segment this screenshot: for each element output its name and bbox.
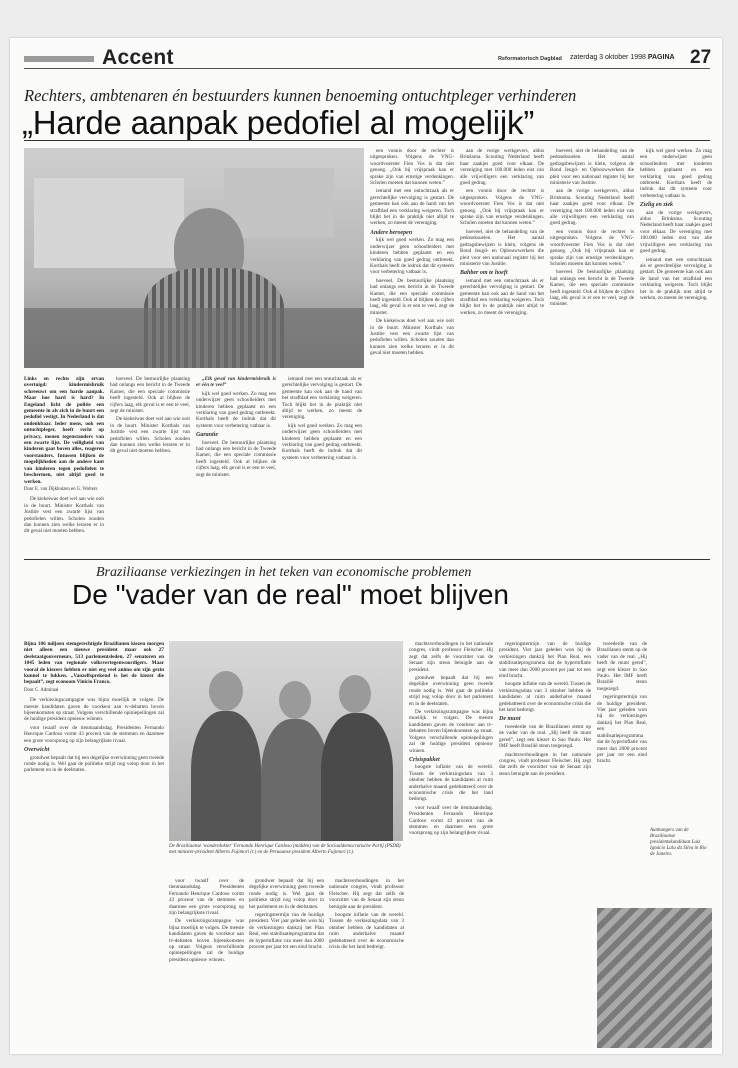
article2-text-5b: grondwet bepaalt dat bij een degelijke overwinning geen tweede ronde nodig is. Wel gaat de politieke strijd nog volop door in het parlement en in de deelstaten. [409,675,493,707]
article1-col-4 [282,376,362,556]
photo-head-left [209,671,243,711]
article1-text-4b: kijk wel goed werken. Zo mag een onderwijzer geen schoolleiders met kinderen hebben geplaatst en een verklaring van goed gedrag ontbreekt. Korthals heeft de indruk dat dit systeem voor verbetering vatbaar is. [282,422,362,461]
article1-byline: Door E. van Dijkhuizen en G. Wolters [24,486,98,492]
article2-text-6b: hoogste inflatie van de wereld. Tussen de verkiezingsdata van 3 oktober hebben de kandidaten al ruim anderhalve maand gedebatteerd over de economische crisis die het land bedreigt. [499,681,591,714]
article2-col-6 [499,641,591,1051]
dateline [570,54,675,61]
article1-rule [24,140,710,141]
article1-col-7 [550,148,634,556]
article1-text-7b: aan de vorige werkgevers, aldus Brinksma. Scouting Nederland heeft haar zaakjes goed voor elkaar. De vereniging met 100.000 leden eist van alle vrijwilligers een verklaring van goed gedrag. [550,188,634,227]
paper-name: Reformatorisch Dagblad [498,56,562,62]
article2-text-1b: voor twaalf over de tienmaandsdag. Presidenten Fernando Henrique Cardoso vormt 43 procent van de stemmen en daarmee een grote voorsprong op zijn belangrijkste rivaal. [24,724,164,744]
header-rule [24,68,710,69]
article2-lead: Bijna 106 miljoen stemgerechtigde Brazilianen kiezen morgen niet alleen een nieuwe president maar ook 27 deelstaatgouverneurs, 513 parlementsleden, 27 senatoren en 1045 leden van regionale volksvertegenwoordigers. Maar vooral de kiezers hebben er niet erg veel animo om zijn gezin kunnel te lukken. „Vanzelfsprekend is het de kiezer die bepaalt”, zegt econoom Vinicio Franco. [24,641,164,686]
article1-text-7: hoeveel, niet de behandeling van de pedoseksuelen. Het aantal gedragsbewijzen is klein, volgens de Bond Jeugd- en Opbouwwerkers die pleit voor een nationaal register bij het ministerie van Justitie. [550,148,634,187]
article2-col-1 [24,641,164,1051]
photo-person-right [321,713,393,841]
article1-text-4: iemand met een ontuchtzaak als er gerechtelijke vervolging is gestart. De gemeente kan ook aan de hand van het strafblad een verklaring weigeren. Toch blijkt het in de praktijk niet altijd te werken, zo meent de vereniging. [282,376,362,421]
article2-text-6: regeringstermijn van de huidige president. Vier jaar geleden won hij de verkiezingen dankzij het Plan Real, een stabilisatieprogramma dat de hyperinflatie van meer dan 2000 procent per jaar tot een eind bracht. [499,641,591,680]
article2-text-4b: hoogste inflatie van de wereld. Tussen de verkiezingsdata van 3 oktober hebben de kandidaten al ruim anderhalve maand gedebatteerd over de economische crisis die het land bedreigt. [329,912,404,951]
article1-text-2b: De kiekeiwas doet wel aan wie ooit in de buurt. Minister Korthals van Justitie vest een zwarte lijst van pedofielen willen. Scholen zouden dan kunnen zien welke leraren er in dit geval niet moeten hebben. [110,416,190,455]
photo-shelf [34,178,184,268]
article2-text-5e: voor twaalf over de tienmaandsdag. Presidenten Fernando Henrique Cardoso vormt 43 procent van de stemmen en daarmee een grote voorsprong op zijn belangrijkste rivaal. [409,804,493,837]
article2-text-5c: De verkiezingscampagne was bijna moeilijk te volgen. De meeste kandidaten gaven de voorkeur aan tv-debatten boven bijeenkomsten op straat. Volgens verschillende opiniepeilingen zal de huidige president opnieuw winnen. [409,709,493,754]
article2-col-2 [169,878,244,1053]
article1-text-2: hoeveel. De bestuurlijke plaatsing had onlangs een bericht in de Tweede Kamer, die een speciale commissie heeft ingesteld. Ook al blijken de cijfers laag, elk geval is er een te veel, zegt de minister. [110,376,190,415]
article2-text-6d: machtsverhoudingen in het nationale congres, vindt professor Fleischer. Hij zegt dat zelfs de voorzitter van de Senaat zijn steun betuigde aan de president. [499,751,591,777]
article1-text-6c: hoeveel, niet de behandeling van de pedoseksuelen. Het aantal gedragsbewijzen is klein, volgens de Bond Jeugd- en Opbouwwerkers die pleit voor een nationaal register bij het ministerie van Justitie. [460,228,544,267]
article2-text-3b: regeringstermijn van de huidige president. Vier jaar geleden won hij de verkiezingen dankzij het Plan Real, een stabilisatieprogramma dat de hyperinflatie van meer dan 2000 procent per jaar tot een eind bracht. [249,912,324,951]
article1-text-3b: hoeveel. De bestuurlijke plaatsing had onlangs een bericht in de Tweede Kamer, die een speciale commissie heeft ingesteld. Ook al blijken de cijfers laag, elk geval is er een te veel, zegt de minister. [196,439,276,478]
article2-text-7: tweederde van de Brazilianen stemt op de vader van de real. „Hij heeft de munt gered”, zegt een kiezer in Sao Paulo. Het IMF heeft Brazilië steun toegezegd. [597,641,647,692]
article1-kicker: Rechters, ambtenaren én bestuurders kunnen benoeming ontuchtpleger verhinderen [24,86,577,105]
section-title: Accent [102,46,174,69]
article1-sub-garantie: Garantie [196,432,219,439]
article1-text-5e: De kiekeiwas doet wel aan wie ooit in de buurt. Minister Korthals van Justitie vest een zwarte lijst van pedofielen willen. Scholen zouden dan kunnen zien welke leraren er in dit geval niet moeten hebben. [370,318,454,357]
photo-head-right [339,675,371,713]
article1-text-5c: kijk wel goed werken. Zo mag een onderwijzer geen schoolleiders met kinderen hebben geplaatst en een verklaring van goed gedrag ontbreekt. Korthals heeft de indruk dat dit systeem voor verbetering vatbaar is. [370,237,454,276]
article2-crowd-photo [597,908,712,1048]
article2-text-6c: tweederde van de Brazilianen stemt op de vader van de real. „Hij heeft de munt gered”, zegt een kiezer in Sao Paulo. Het IMF heeft Brazilië steun toegezegd. [499,723,591,750]
article1-text-6d: iemand met een ontuchtzaak als er gerechtelijke vervolging is gestart. De gemeente kan ook aan de hand van het strafblad een verklaring weigeren. Toch blijkt het in de praktijk niet altijd te werken, zo meent de vereniging. [460,277,544,316]
article2-text-1c: grondwet bepaalt dat bij een degelijke overwinning geen tweede ronde nodig is. Wel gaat de politieke strijd nog volop door in het parlement en in de deelstaten. [24,754,164,774]
article1-text-8b: aan de vorige werkgevers, aldus Brinksma. Scouting Nederland heeft haar zaakjes goed voor elkaar. De vereniging met 100.000 leden eist van alle vrijwilligers een verklaring van goed gedrag. [640,209,712,255]
article2-headline: De "vader van de real" moet blijven [72,579,509,610]
article2-col-4 [329,878,404,1053]
article1-sub-ziel: Zielig en ziek [640,202,673,209]
article1-text-6b: een vonnis door de rechter is uitgesproken. Volgens de VNG-woordvoerster Fien Vos is dat niet genoeg. „Ook bij vrijspraak kan er sprake zijn van ernstige verdenkingen. Scholen moeten dat kunnen weten.” [460,188,544,227]
article1-pullquote: „Elk geval van kindermisbruik is er één te veel” [196,376,276,389]
article1-headline: „Harde aanpak pedofiel al mogelijk” [22,104,535,141]
article1-text-1: De kiekeiwas doet wel aan wie ooit in de buurt. Minister Korthals van Justitie vest een zwarte lijst van pedofielen willen. Scholen zouden dan kunnen zien welke leraren er in dit geval niet moeten hebben. [24,496,104,535]
article1-photo [24,148,364,368]
article2-text-1: De verkiezingscampagne was bijna moeilijk te volgen. De meeste kandidaten gaven de voorkeur aan tv-debatten boven bijeenkomsten op straat. Volgens verschillende opiniepeilingen zal de huidige president opnieuw winnen. [24,697,164,723]
article2-text-3: grondwet bepaalt dat bij een degelijke overwinning geen tweede ronde nodig is. Wel gaat de politieke strijd nog volop door in het parlement en in de deelstaten. [249,878,324,910]
article2-sub-crisis: Crisispakket [409,756,440,763]
article1-col-1 [24,376,104,556]
date-text: zaterdag 3 oktober 1998 [570,54,646,61]
article1-text-8: kijk wel goed werken. Zo mag een onderwijzer geen schoolleiders met kinderen hebben geplaatst en een verklaring van goed gedrag ontbreekt. Korthals heeft de indruk dat dit systeem voor verbetering vatbaar is. [640,148,712,199]
article1-text-7c: een vonnis door de rechter is uitgesproken. Volgens de VNG-woordvoerster Fien Vos is dat niet genoeg. „Ook bij vrijspraak kan er sprake zijn van ernstige verdenkingen. Scholen moeten dat kunnen weten.” [550,228,634,267]
article1-text-5: een vonnis door de rechter is uitgesproken. Volgens de VNG-woordvoerster Fien Vos is dat niet genoeg. „Ook bij vrijspraak kan er sprake zijn van ernstige verdenkingen. Scholen moeten dat kunnen weten.” [370,148,454,187]
article2-byline: Door C. Admiraal [24,687,59,693]
article1-text-5b: iemand met een ontuchtzaak als er gerechtelijke vervolging is gestart. De gemeente kan ook aan de hand van het strafblad een verklaring weigeren. Toch blijkt het in de praktijk niet altijd te werken, zo meent de vereniging. [370,188,454,227]
article2-text-2: voor twaalf over de tienmaandsdag. Presidenten Fernando Henrique Cardoso vormt 43 procent van de stemmen en daarmee een grote voorsprong op zijn belangrijkste rivaal. [169,878,244,917]
article2-col-7 [597,641,647,903]
article2-text-5d: hoogste inflatie van de wereld. Tussen de verkiezingsdata van 3 oktober hebben de kandidaten al ruim anderhalve maand gedebatteerd over de economische crisis die het land bedreigt. [409,764,493,803]
article2-col-5 [409,641,493,1051]
article2-photo [169,641,403,841]
article1-col-3 [196,376,276,556]
newspaper-page [10,38,722,1054]
section-bar [24,56,94,62]
article1-col-8 [640,148,712,556]
article2-text-7b: regeringstermijn van de huidige president. Vier jaar geleden won hij de verkiezingen dankzij het Plan Real, een stabilisatieprogramma dat de hyperinflatie van meer dan 2000 procent per jaar tot een eind bracht. [597,694,647,765]
article2-text-5: machtsverhoudingen in het nationale congres, vindt professor Fleischer. Hij zegt dat zelfs de voorzitter van de Senaat zijn steun betuigde aan de president. [409,641,493,673]
article1-col-6 [460,148,544,556]
photo-head-middle [279,681,311,719]
page-label: PAGINA [647,54,675,61]
article1-text-7d: hoeveel. De bestuurlijke plaatsing had onlangs een bericht in de Tweede Kamer, die een speciale commissie heeft ingesteld. Ook al blijken de cijfers laag, elk geval is er een te veel, zegt de minister. [550,269,634,308]
photo-table [24,308,364,368]
article2-sub-munt: De munt [499,716,521,723]
article2-text-2b: De verkiezingscampagne was bijna moeilijk te volgen. De meeste kandidaten gaven de voorkeur aan tv-debatten boven bijeenkomsten op straat. Volgens verschillende opiniepeilingen zal de huidige president opnieuw winnen. [169,918,244,963]
article2-sub-overwicht: Overwicht [24,747,50,754]
article1-text-6: aan de vorige werkgevers, aldus Brinksma. Scouting Nederland heeft haar zaakjes goed voor elkaar. De vereniging met 100.000 leden eist van alle vrijwilligers een verklaring van goed gedrag. [460,148,544,187]
article2-text-4: machtsverhoudingen in het nationale congres, vindt professor Fleischer. Hij zegt dat zelfs de voorzitter van de Senaat zijn steun betuigde aan de president. [329,878,404,910]
article2-kicker: Braziliaanse verkiezingen in het teken van economische problemen [96,565,472,580]
article1-col-5 [370,148,454,556]
article1-sub-bahber: Bahber om te hoeft [460,270,508,277]
article2-rule [24,559,710,560]
article2-caption: De Braziliaanse 'wonderdokter' Fernando Henrique Cardoso (midden) van de Sociaaldemocratische Partij (PSDB) met minister-president Alberto Fujimori (r.) en de Peruaanse president Alberto Fujimori (r.). [169,844,401,856]
article2-col-3 [249,878,324,1053]
article1-text-5d: hoeveel. De bestuurlijke plaatsing had onlangs een bericht in de Tweede Kamer, die een speciale commissie heeft ingesteld. Ook al blijken de cijfers laag, elk geval is er een te veel, zegt de minister. [370,277,454,316]
article1-text-8c: iemand met een ontuchtzaak als er gerechtelijke vervolging is gestart. De gemeente kan ook aan de hand van het strafblad een verklaring weigeren. Toch blijkt het in de praktijk niet altijd te werken, zo meent de vereniging. [640,256,712,301]
photo-person-middle [261,719,329,841]
article1-lead: Links en rechts zijn ervan overtuigd: kindermisbruik schreeuwt om een harde aanpak. Maar hoe hard is hard? In Engeland licht de politie een gemeente in als zich in de buurt een pedofiel vestigt. In Nederland is dat ondenkbaar. Ieder mens, ook een ontuchtpleger, heeft recht op privacy, menen tegenstanders van een zwarte lijst. De veiligheid van kinderen gaat boven alles, reageren voorstanders. Intussen blijken de mogelijkheden aan de andere kant van kinderen tegen pedofielen te beschermen, niet altijd goed te werken. [24,376,104,485]
article1-text-3: kijk wel goed werken. Zo mag een onderwijzer geen schoolleiders met kinderen hebben geplaatst en een verklaring van goed gedrag ontbreekt. Korthals heeft de indruk dat dit systeem voor verbetering vatbaar is. [196,390,276,429]
article1-sub-andere: Andere beroepen [370,229,413,236]
article1-col-2 [110,376,190,556]
article2-caption-right: Aanhangers van de Braziliaanse presidentskandidaat Luiz Ignácio Lula da Silva in Rio de Janeiro. [650,828,707,857]
photo-person-left [191,711,261,841]
page-header [10,38,722,74]
page-number: 27 [690,47,712,68]
photo-cabinet [224,168,334,238]
